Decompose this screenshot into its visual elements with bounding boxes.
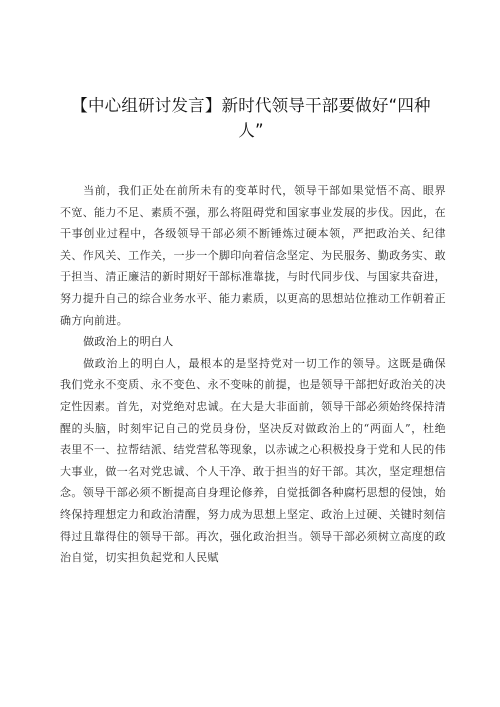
section-paragraph: 做政治上的明白人，最根本的是坚持党对一切工作的领导。这既是确保我们党永不变质、永不变色、永不变味的前提，也是领导干部把好政治关的决定性因素。首先，对党绝对忠诚。在大是大非面前，领导干部必须始终保持清醒的头脑，时刻牢记自己的党员身份，坚决反对做政治上的“两面人”，杜绝表里不一、拉帮结派、结党营私等现象，以赤诚之心积极投身于党和人民的伟大事业，做一名对党忠诚、个人干净、敢于担当的好干部。其次，坚定理想信念。领导干部必须不断提高自身理论修养，自觉抵御各种腐朽思想的侵蚀，始终保持理想定力和政治清醒，努力成为思想上坚定、政治上过硬、关键时刻信得过且靠得住的领导干部。再次，强化政治担当。领导干部必须树立高度的政治自觉，切实担负起党和人民赋 [60, 356, 446, 565]
document-title: 【中心组研讨发言】新时代领导干部要做好“四种人” [71, 96, 431, 140]
section-heading: 做政治上的明白人 [83, 335, 174, 349]
document-body [60, 180, 446, 569]
intro-paragraph: 当前，我们正处在前所未有的变革时代，领导干部如果觉悟不高、眼界不宽、能力不足、素质不强，那么将阻碍党和国家事业发展的步伐。因此，在干事创业过程中，各级领导干部必须不断锤炼过硬本领，严把政治关、纪律关、作风关、工作关，一步一个脚印向着信念坚定、为民服务、勤政务实、敢于担当、清正廉洁的新时期好干部标准靠拢，与时代同步伐、与国家共奋进，努力提升自己的综合业务水平、能力素质，以更高的思想站位推动工作朝着正确方向前进。 [60, 184, 446, 327]
